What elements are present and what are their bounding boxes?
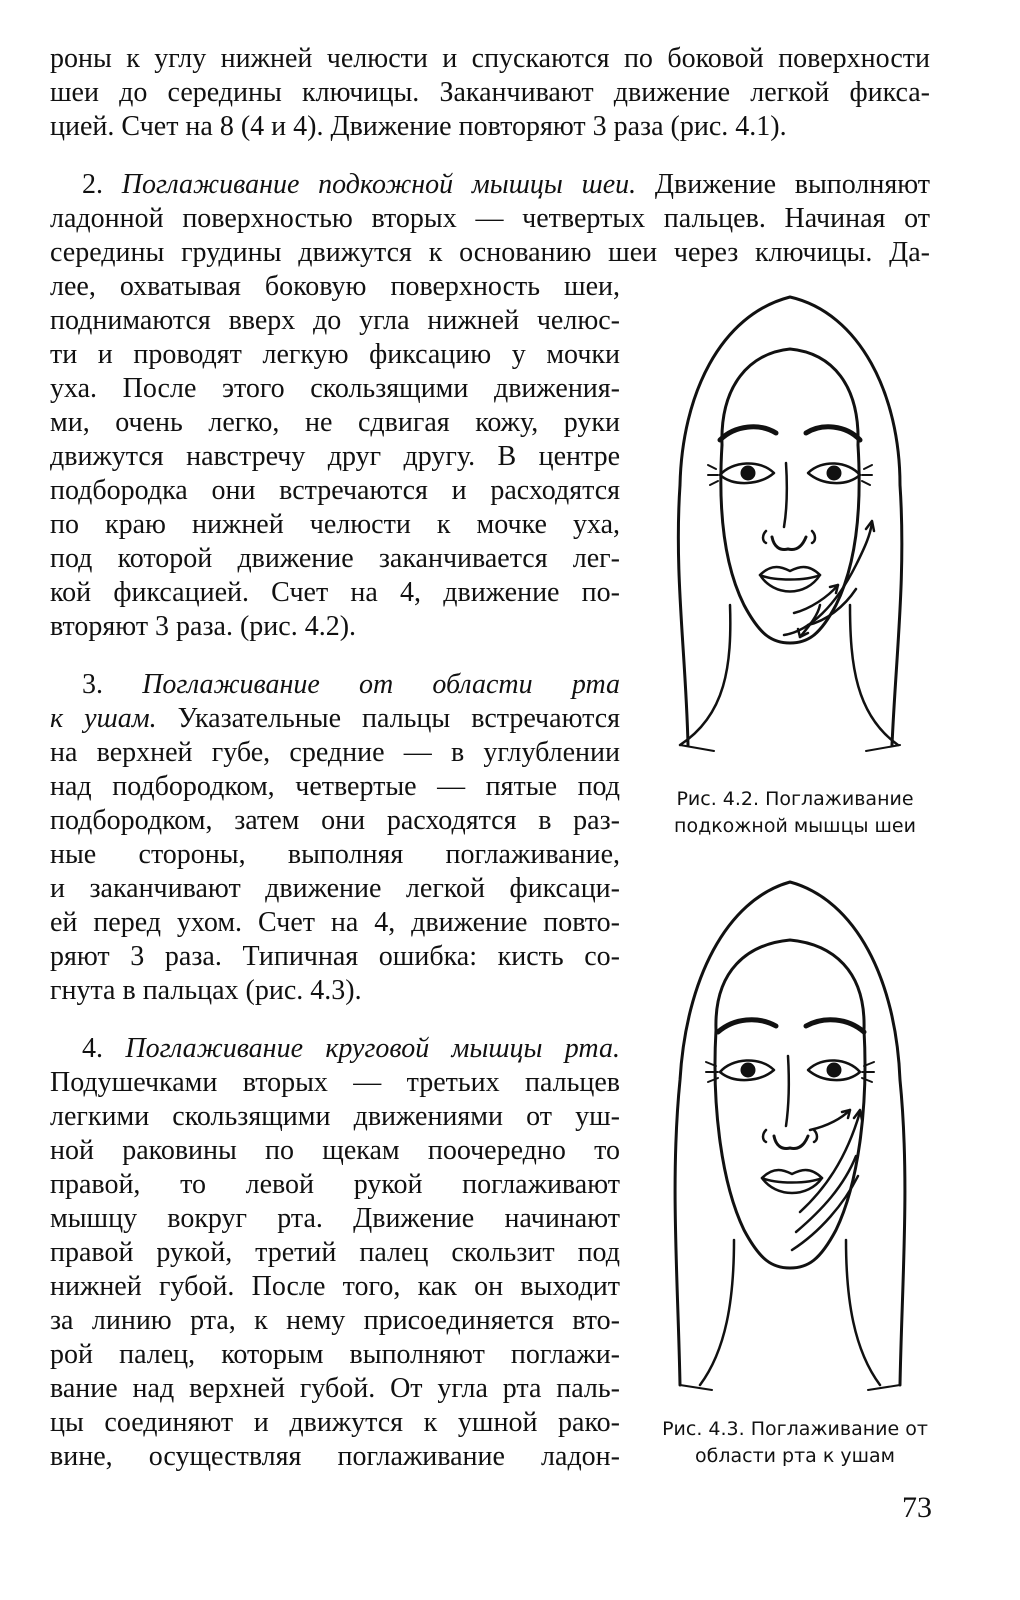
text-line: правой рукой, третий палец скользит под <box>50 1237 620 1268</box>
text-line: цией. Счет на 8 (4 и 4). Движение повторяют 3 раза (рис. 4.1). <box>50 111 787 142</box>
text-line: ми, очень легко, не сдвигая кожу, руки <box>50 407 620 438</box>
figure-4-3 <box>660 860 920 1400</box>
text-line: поднимаются вверх до угла нижней челюс- <box>50 305 620 336</box>
text-line: легкими скользящими движениями от уш- <box>50 1101 620 1132</box>
text-line: гнута в пальцах (рис. 4.3). <box>50 975 362 1006</box>
text-line: середины грудины движутся к основанию шеи через ключицы. Да- <box>50 237 930 268</box>
text-line: над подбородком, четвертые — пятые под <box>50 771 620 802</box>
text-line: ладонной поверхностью вторых — четвертых пальцев. Начиная от <box>50 203 930 234</box>
text-line: нижней губой. После того, как он выходит <box>50 1271 620 1302</box>
page-number: 73 <box>902 1491 932 1524</box>
caption-line: области рта к ушам <box>695 1445 895 1467</box>
caption-line: подкожной мышцы шеи <box>674 815 916 837</box>
text-line: ти и проводят легкую фиксацию у мочки <box>50 339 620 370</box>
caption-line: Рис. 4.2. Поглаживание <box>676 788 914 810</box>
caption-line: Рис. 4.3. Поглаживание от <box>662 1418 928 1440</box>
figure-4-2 <box>660 275 920 765</box>
face-illustration-neck-massage <box>660 275 920 765</box>
figure-4-2-caption <box>650 786 940 840</box>
text-line: вание над верхней губой. От угла рта паль- <box>50 1373 620 1404</box>
text-line: рой палец, которым выполняют поглажи- <box>50 1339 620 1370</box>
item-heading: Поглаживание круговой мышцы рта. <box>125 1033 620 1064</box>
text-line: по краю нижней челюсти к мочке уха, <box>50 509 620 540</box>
text-line: на верхней губе, средние — в углублении <box>50 737 620 768</box>
text-line: цы соединяют и движутся к ушной рако- <box>50 1407 620 1438</box>
text-line: подбородка они встречаются и расходятся <box>50 475 620 506</box>
item-number: 4. <box>82 1033 103 1064</box>
text-line: кой фиксацией. Счет на 4, движение по- <box>50 577 620 608</box>
text-line: ей перед ухом. Счет на 4, движение повто- <box>50 907 620 938</box>
text-fragment: Указательные пальцы встречаются <box>177 703 621 734</box>
item-number: 3. <box>82 669 103 700</box>
text-line: вине, осуществляя поглаживание ладон- <box>50 1441 620 1472</box>
item-number: 2. <box>82 169 103 200</box>
text-line: движутся навстречу друг другу. В центре <box>50 441 620 472</box>
text-line <box>50 668 620 702</box>
text-line: мышцу вокруг рта. Движение начинают <box>50 1203 620 1234</box>
text-fragment: Движение выполняют <box>654 169 930 200</box>
text-line: шеи до середины ключицы. Заканчивают движение легкой фикса- <box>50 77 930 108</box>
text-line: роны к углу нижней челюсти и спускаются по боковой поверхности <box>50 43 930 74</box>
text-line: ряют 3 раза. Типичная ошибка: кисть со- <box>50 941 620 972</box>
text-line: вторяют 3 раза. (рис. 4.2). <box>50 611 357 642</box>
text-line: и заканчивают движение легкой фиксаци- <box>50 873 620 904</box>
text-line <box>50 1032 620 1066</box>
item-heading: Поглаживание подкожной мышцы шеи. <box>121 169 637 200</box>
text-line <box>50 168 930 202</box>
item-heading: к ушам. <box>50 703 157 734</box>
text-line: за линию рта, к нему присоединяется вто- <box>50 1305 620 1336</box>
text-line: Подушечками вторых — третьих пальцев <box>50 1067 620 1098</box>
item-heading: Поглаживание от области рта <box>142 669 621 700</box>
text-line: ные стороны, выполняя поглаживание, <box>50 839 620 870</box>
text-line <box>50 702 620 736</box>
face-illustration-cheek-massage <box>660 860 920 1400</box>
figure-4-3-caption <box>650 1416 940 1470</box>
text-line: лее, охватывая боковую поверхность шеи, <box>50 271 620 302</box>
text-line: уха. После этого скользящими движения- <box>50 373 620 404</box>
text-line: ной раковины по щекам поочередно то <box>50 1135 620 1166</box>
text-line: под которой движение заканчивается лег- <box>50 543 620 574</box>
text-line: подбородком, затем они расходятся в раз- <box>50 805 620 836</box>
text-line: правой, то левой рукой поглаживают <box>50 1169 620 1200</box>
